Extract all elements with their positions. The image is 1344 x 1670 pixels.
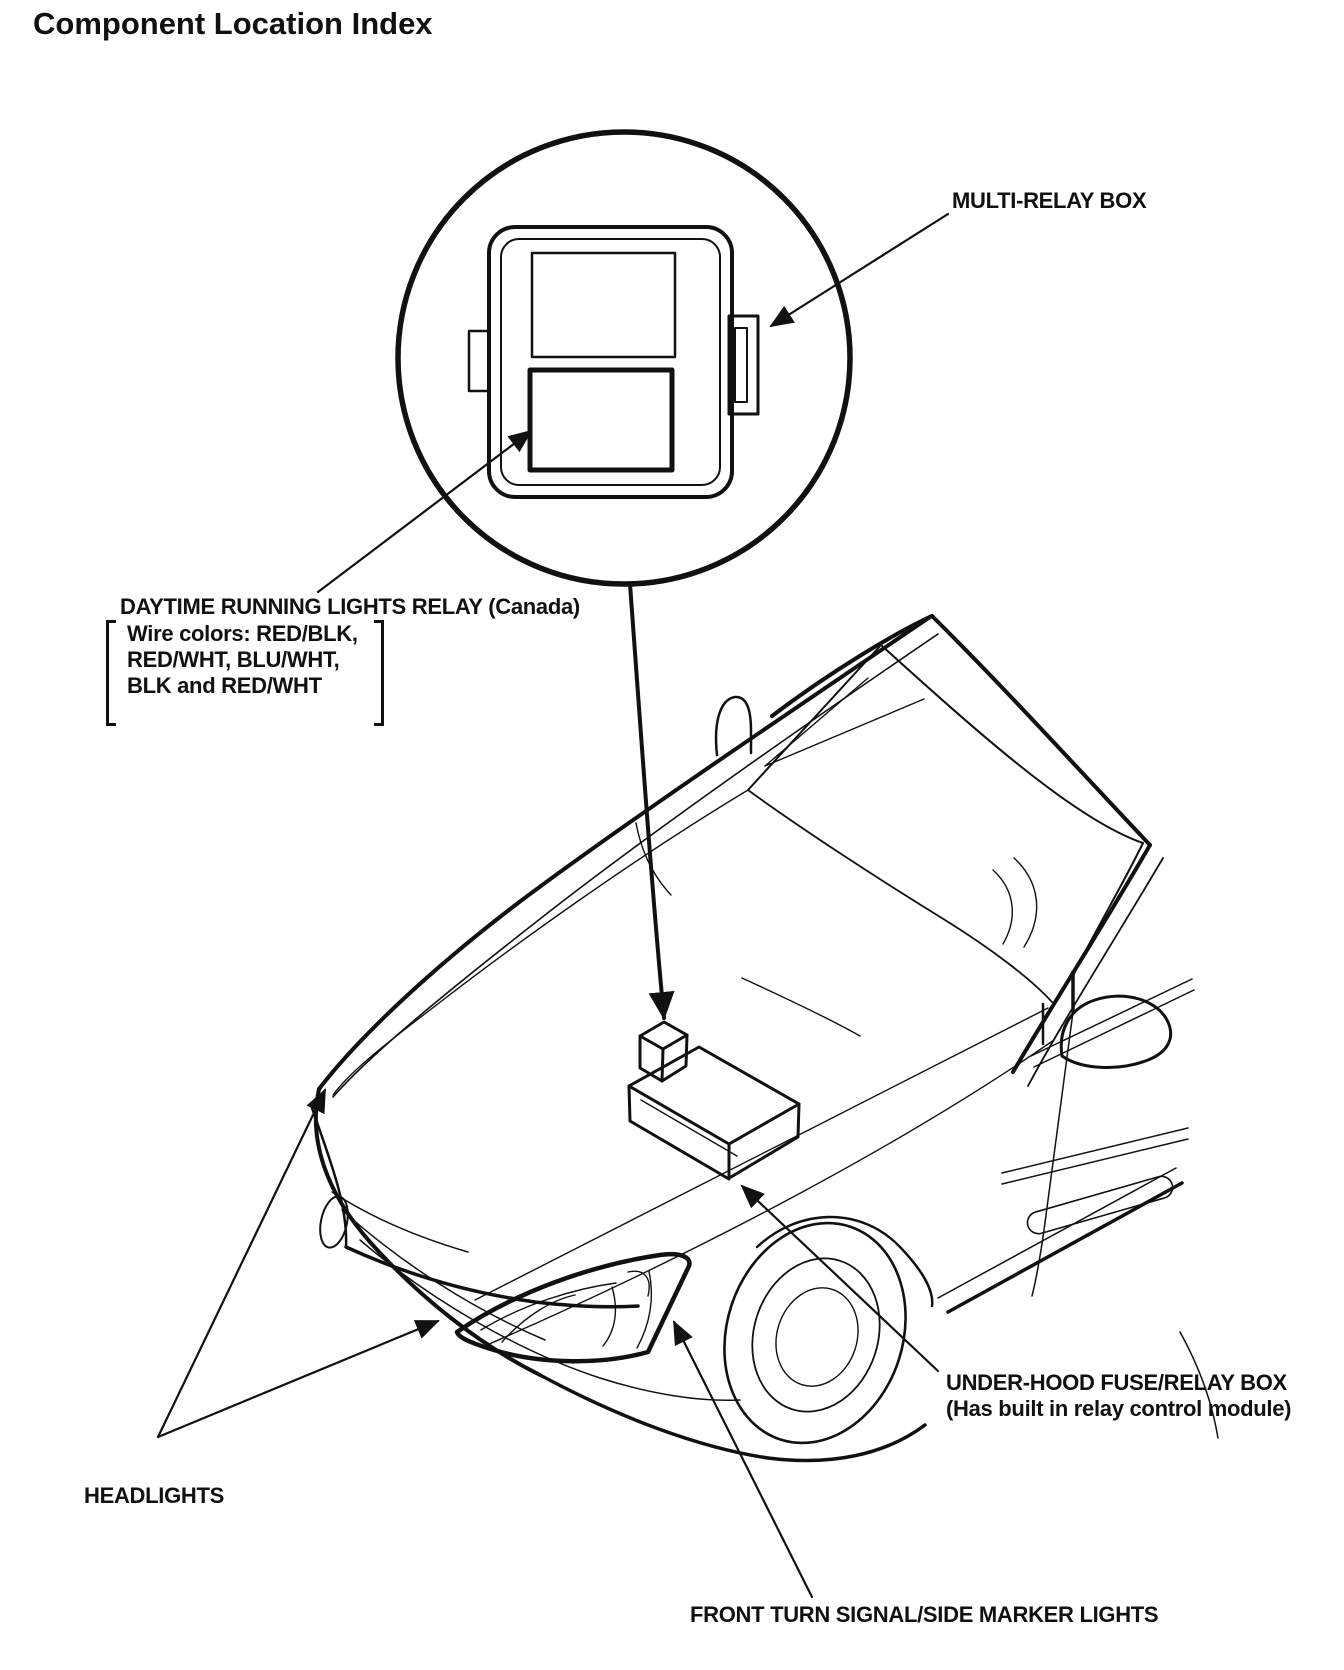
underhood-label-line1: UNDER-HOOD FUSE/RELAY BOX bbox=[946, 1370, 1287, 1395]
underhood-fuse-relay-box-drawing bbox=[629, 1022, 799, 1179]
multi-relay-box-label: MULTI-RELAY BOX bbox=[952, 188, 1147, 213]
relay-box-drawing bbox=[469, 227, 758, 497]
headlights-label: HEADLIGHTS bbox=[84, 1483, 225, 1508]
drl-relay-label: DAYTIME RUNNING LIGHTS RELAY (Canada) bbox=[120, 594, 580, 619]
drl-wire-colors bbox=[127, 621, 358, 699]
drl-wire-line3: BLK and RED/WHT bbox=[127, 673, 322, 698]
drl-bracket-right bbox=[374, 620, 384, 726]
underhood-fuse-relay-box-label bbox=[946, 1370, 1291, 1422]
drl-wire-line2: RED/WHT, BLU/WHT, bbox=[127, 647, 340, 672]
front-turn-signal-label: FRONT TURN SIGNAL/SIDE MARKER LIGHTS bbox=[690, 1602, 1159, 1627]
underhood-label-line2: (Has built in relay control module) bbox=[946, 1396, 1292, 1421]
drl-wire-line1: Wire colors: RED/BLK, bbox=[127, 621, 358, 646]
leader-arrows bbox=[158, 214, 948, 1597]
car-line-art bbox=[312, 616, 1218, 1467]
page-title: Component Location Index bbox=[33, 6, 433, 41]
drl-bracket-left bbox=[106, 620, 116, 726]
